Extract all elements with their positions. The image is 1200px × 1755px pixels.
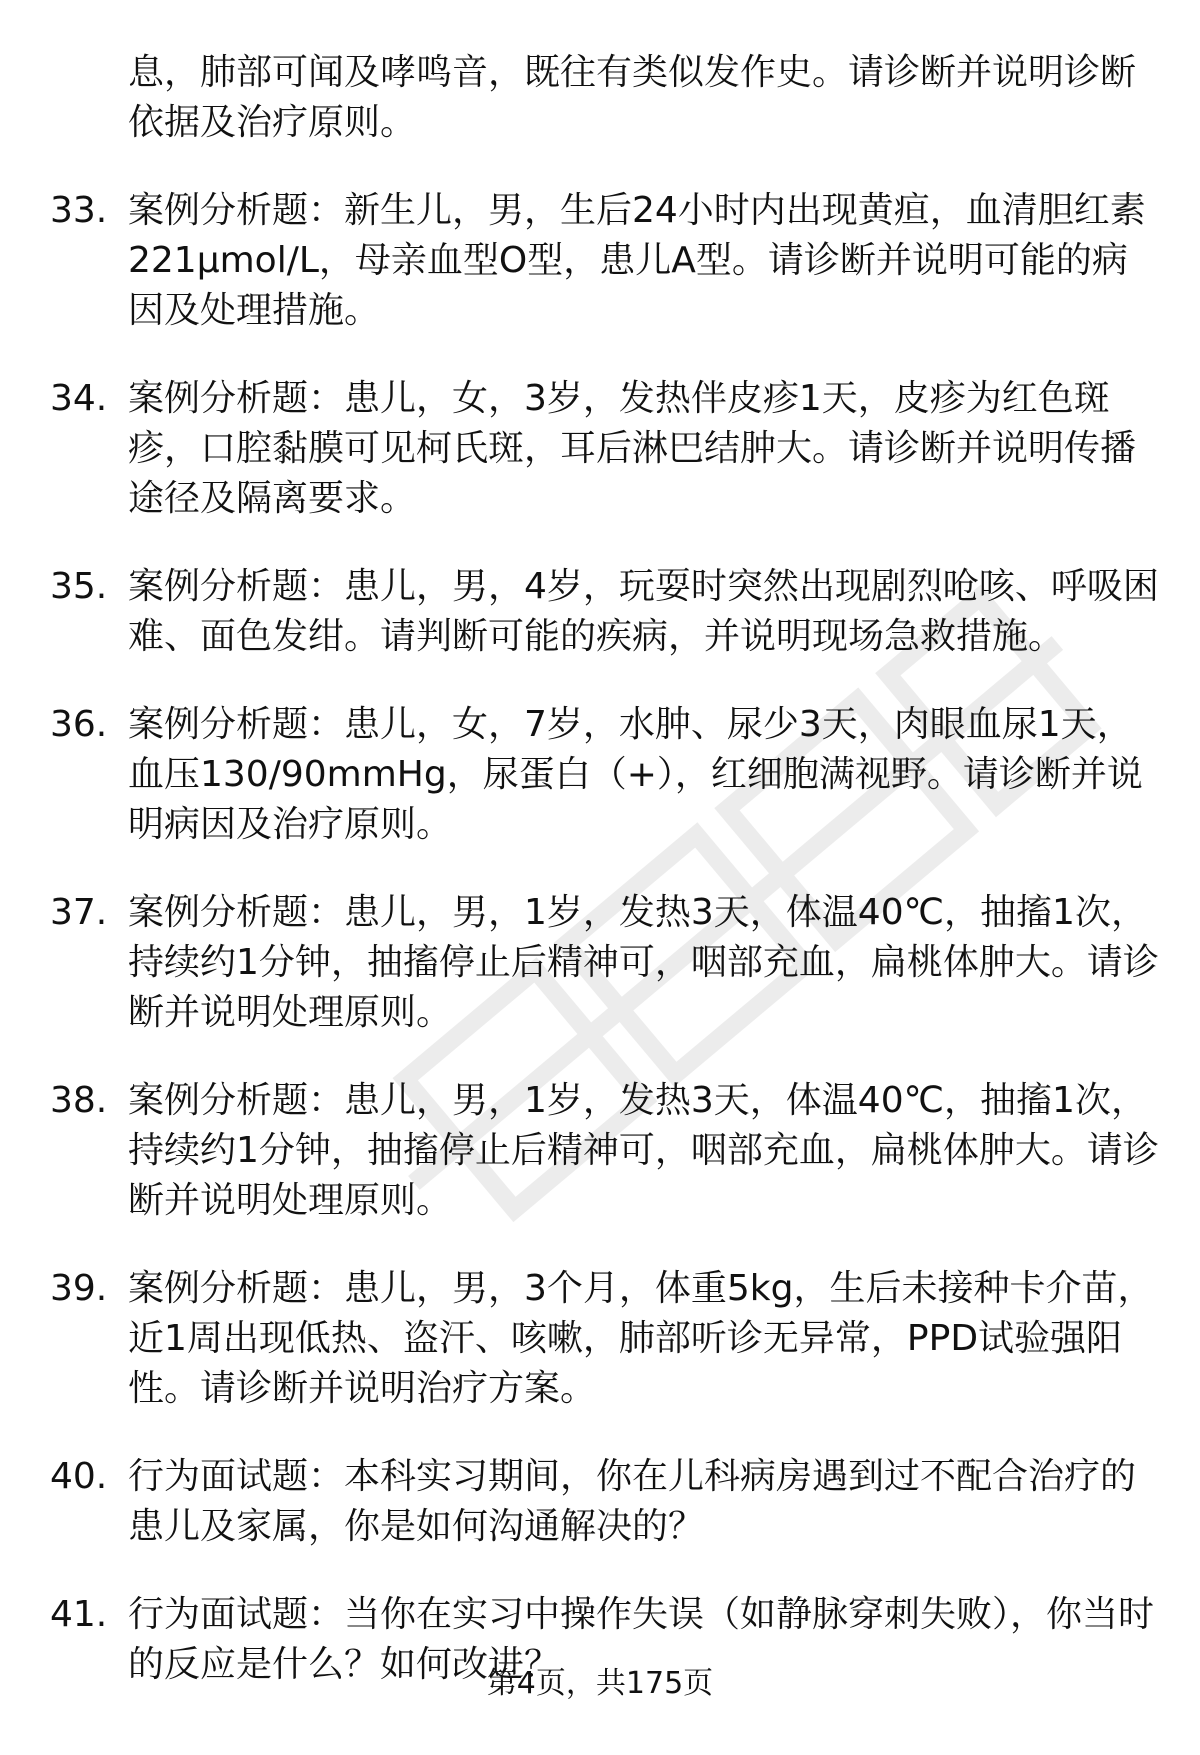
list-item	[50, 562, 1160, 662]
list-item	[50, 374, 1160, 524]
item-text: 案例分析题：新生儿，男，生后24小时内出现黄疸，血清胆红素221μmol/L，母亲血型O型，患儿A型。请诊断并说明可能的病因及处理措施。	[128, 190, 1146, 331]
item-number: 38.	[50, 1080, 108, 1121]
item-number: 39.	[50, 1268, 108, 1309]
list-item	[50, 888, 1160, 1038]
item-text: 案例分析题：患儿，男，4岁，玩耍时突然出现剧烈呛咳、呼吸困难、面色发绀。请判断可能的疾病，并说明现场急救措施。	[128, 566, 1159, 657]
item-text: 案例分析题：患儿，男，3个月，体重5kg，生后未接种卡介苗，近1周出现低热、盗汗、咳嗽，肺部听诊无异常，PPD试验强阳性。请诊断并说明治疗方案。	[128, 1268, 1154, 1409]
item-text: 案例分析题：患儿，男，1岁，发热3天，体温40℃，抽搐1次，持续约1分钟，抽搐停止后精神可，咽部充血，扁桃体肿大。请诊断并说明处理原则。	[128, 1080, 1159, 1221]
page-number-footer: 第4页，共175页	[486, 1666, 714, 1701]
item-number: 35.	[50, 566, 108, 607]
list-item	[50, 1264, 1160, 1414]
item-text: 行为面试题：当你在实习中操作失误（如静脉穿刺失败），你当时的反应是什么？如何改进？	[128, 1594, 1155, 1685]
list-item	[50, 700, 1160, 850]
list-item	[50, 1452, 1160, 1552]
list-item	[50, 186, 1160, 336]
item-number: 37.	[50, 892, 108, 933]
item-text: 案例分析题：患儿，女，7岁，水肿、尿少3天，肉眼血尿1天，血压130/90mmHg，尿蛋白（+），红细胞满视野。请诊断并说明病因及治疗原则。	[128, 704, 1143, 845]
item-number: 40.	[50, 1456, 108, 1497]
question-list	[50, 48, 1160, 1690]
item-number: 41.	[50, 1594, 108, 1635]
item-number: 36.	[50, 704, 108, 745]
item-number: 33.	[50, 190, 108, 231]
item-text: 行为面试题：本科实习期间，你在儿科病房遇到过不配合治疗的患儿及家属，你是如何沟通解决的？	[128, 1456, 1137, 1547]
list-item	[50, 1076, 1160, 1226]
item-number: 34.	[50, 378, 108, 419]
item-text: 案例分析题：患儿，男，1岁，发热3天，体温40℃，抽搐1次，持续约1分钟，抽搐停止后精神可，咽部充血，扁桃体肿大。请诊断并说明处理原则。	[128, 892, 1159, 1033]
continued-question-text: 息，肺部可闻及哮鸣音，既往有类似发作史。请诊断并说明诊断依据及治疗原则。	[128, 52, 1137, 143]
item-text: 案例分析题：患儿，女，3岁，发热伴皮疹1天，皮疹为红色斑疹，口腔黏膜可见柯氏斑，耳后淋巴结肿大。请诊断并说明传播途径及隔离要求。	[128, 378, 1137, 519]
